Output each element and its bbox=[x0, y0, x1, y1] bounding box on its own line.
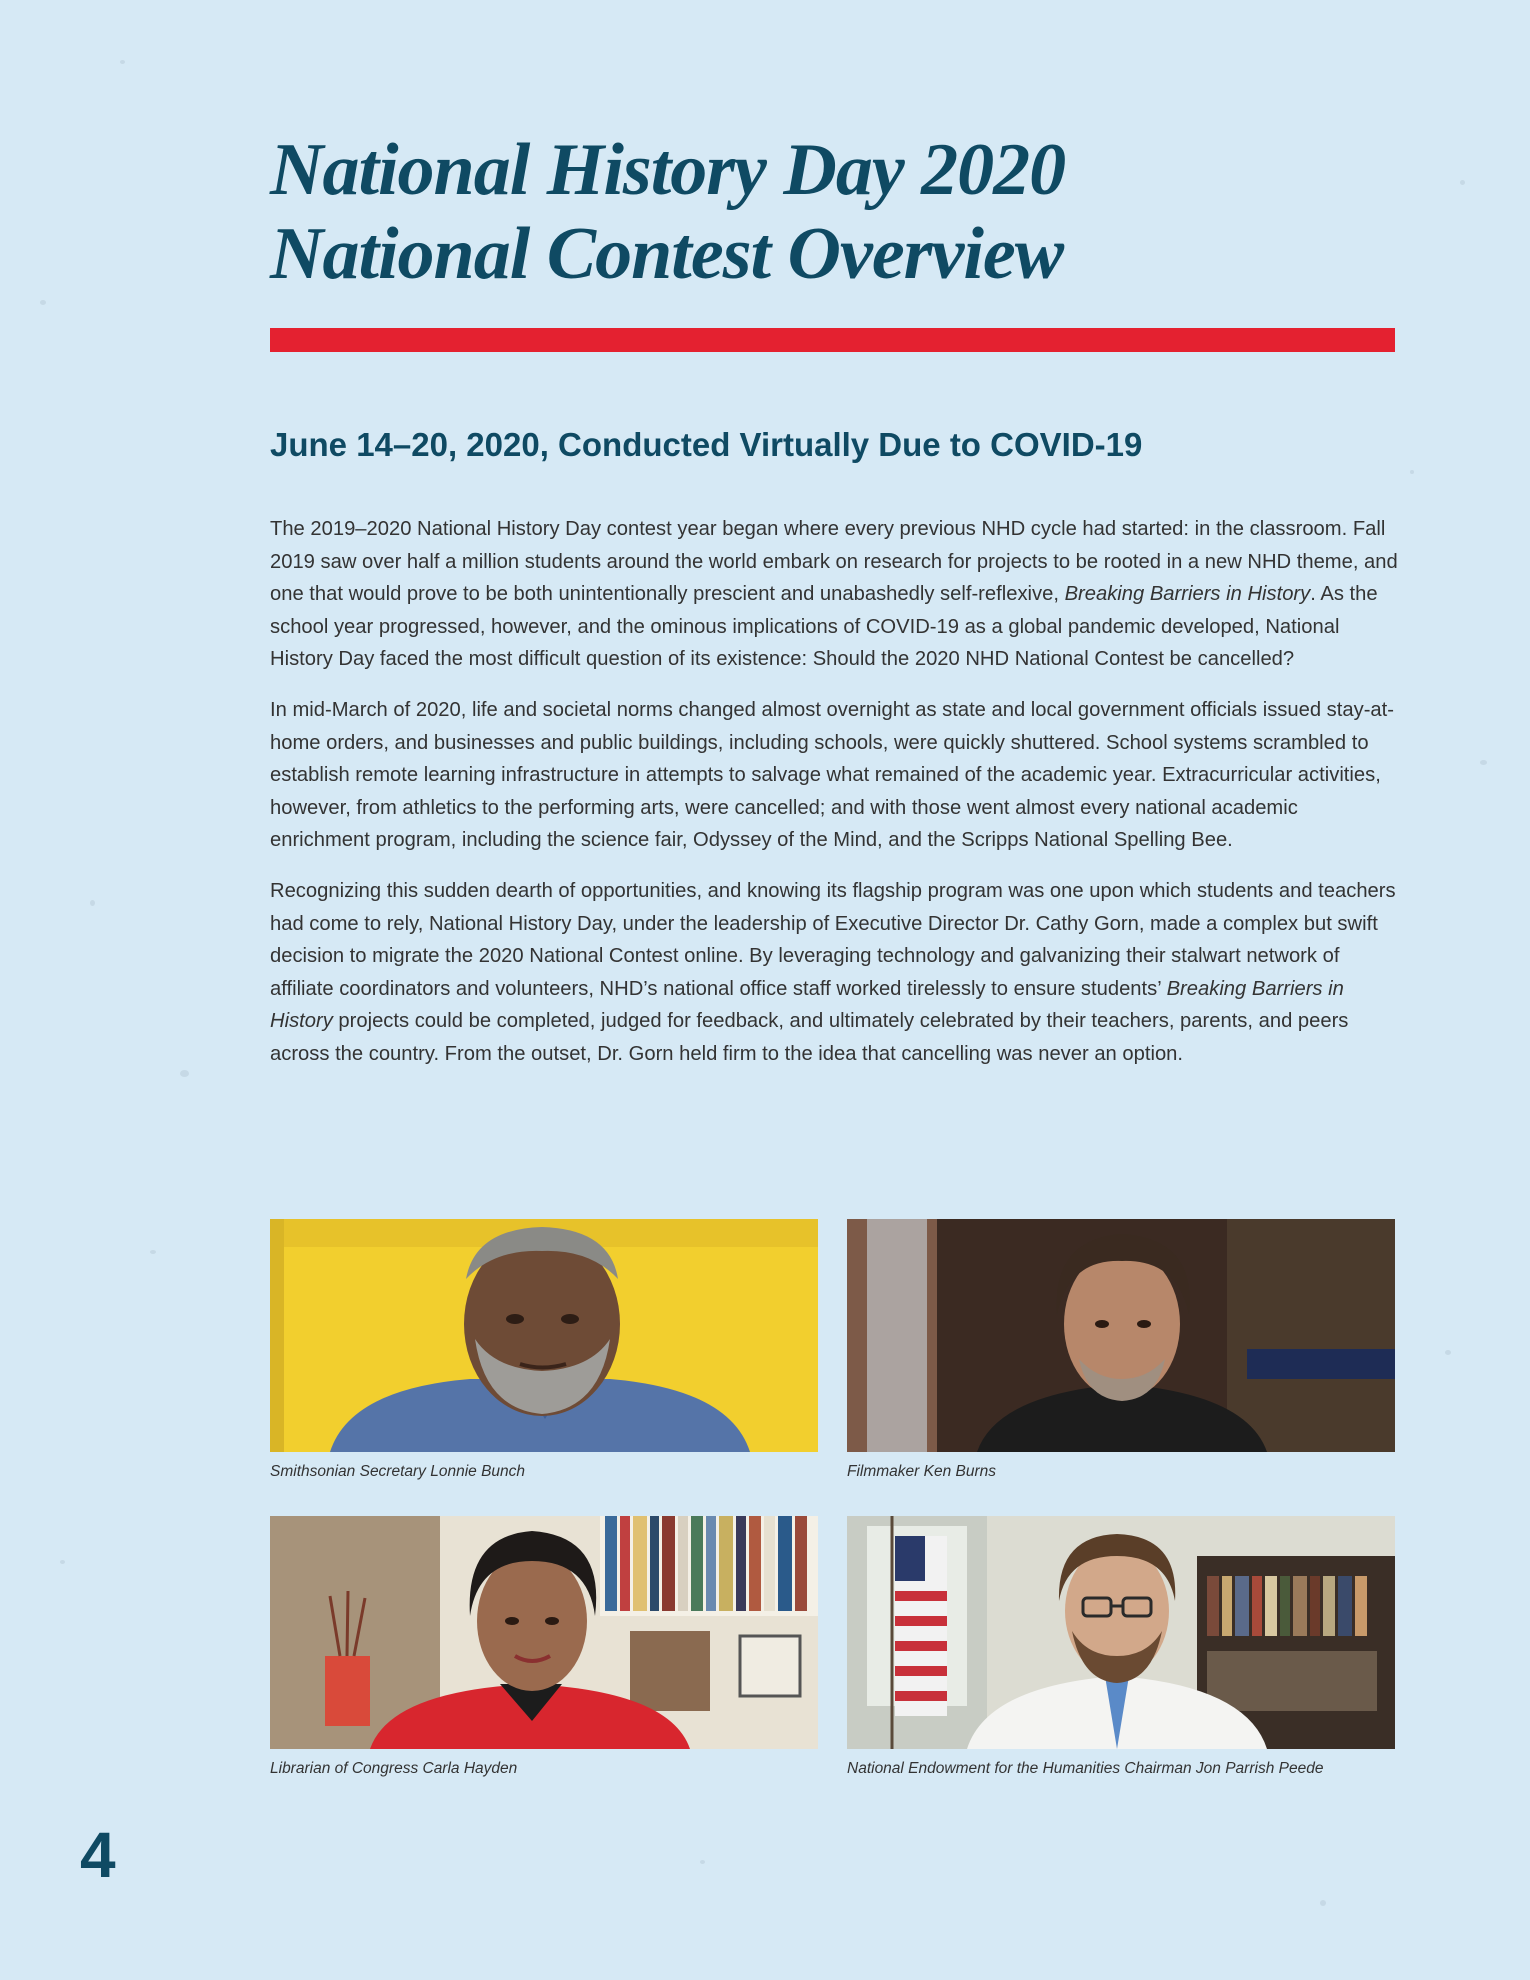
caption-ken-burns: Filmmaker Ken Burns bbox=[847, 1463, 997, 1480]
photo-ken-burns bbox=[847, 1219, 1395, 1452]
title-divider bbox=[270, 328, 1395, 352]
photo-lonnie-bunch bbox=[270, 1219, 818, 1452]
photo-jon-parrish-peede bbox=[847, 1516, 1395, 1749]
caption-lonnie-bunch: Smithsonian Secretary Lonnie Bunch bbox=[270, 1463, 526, 1480]
photo-carla-hayden bbox=[270, 1516, 818, 1749]
title-line-1: National History Day 2020 bbox=[270, 129, 1066, 211]
section-subtitle: June 14–20, 2020, Conducted Virtually Due to COVID-19 bbox=[270, 426, 1143, 463]
theme-title: Breaking Barriers in History bbox=[1064, 583, 1311, 606]
paragraph-2: In mid-March of 2020, life and societal norms changed almost overnight as state and local government officials issued stay-at-home orders, and businesses and public buildings, including schools, were quickly shuttered. School systems scrambled to establish remote learning infrastructure in attempts to salvage what remained of the academic year. Extracurricular activities, however, from athletics to the performing arts, were cancelled; and with those went almost every national academic enrichment program, including the science fair, Odyssey of the Mind, and the Scripps National Spelling Bee. bbox=[270, 698, 1394, 852]
theme-title: Breaking Barriers in History bbox=[270, 977, 1344, 1033]
article-body bbox=[270, 513, 1398, 1089]
page-title bbox=[270, 128, 1270, 296]
paragraph-3: Recognizing this sudden dearth of opportunities, and knowing its flagship program was one upon which students and teachers had come to rely, National History Day, under the leadership of Executive Director Dr. Cathy Gorn, made a complex but swift decision to migrate the 2020 National Contest online. By leveraging technology and galvanizing their stalwart network of affiliate coordinators and volunteers, NHD’s national office staff worked tirelessly to ensure students’ Breaking Barriers in History projects could be completed, judged for feedback, and ultimately celebrated by their teachers, parents, and peers across the country. From the outset, Dr. Gorn held firm to the idea that cancelling was never an option. bbox=[270, 879, 1396, 1065]
caption-carla-hayden: Librarian of Congress Carla Hayden bbox=[270, 1760, 518, 1777]
caption-jon-parrish-peede: National Endowment for the Humanities Chairman Jon Parrish Peede bbox=[847, 1760, 1324, 1777]
paragraph-1: The 2019–2020 National History Day contest year began where every previous NHD cycle had started: in the classroom. Fall 2019 saw over half a million students around the world embark on research for projects to be rooted in a new NHD theme, and one that would prove to be both unintentionally prescient and unabashedly self-reflexive, Breaking Barriers in History. As the school year progressed, however, and the ominous implications of COVID-19 as a global pandemic developed, National History Day faced the most difficult question of its existence: Should the 2020 NHD National Contest be cancelled? bbox=[270, 518, 1398, 671]
title-line-2: National Contest Overview bbox=[270, 213, 1064, 295]
page-number: 4 bbox=[80, 1819, 116, 1891]
